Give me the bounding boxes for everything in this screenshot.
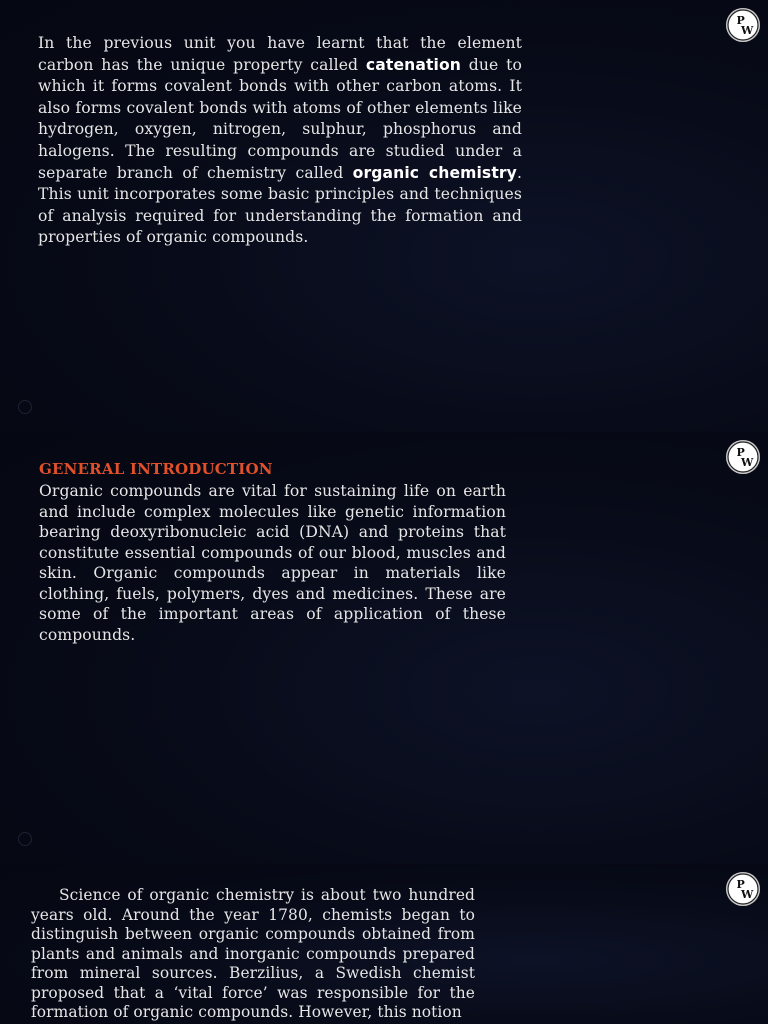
term-organic-chemistry: organic chemistry (352, 163, 517, 182)
intro-text-part-2: due to which it forms covalent bonds with other carbon atoms. It also forms covalent bonds with atoms of other elements like hydrogen, oxygen, nitrogen, sulphur, phosphorus and halogens. The resulting compounds are studied under a separate branch of chemistry called (38, 55, 522, 182)
svg-text:P: P (736, 446, 745, 459)
corner-decoration-icon (18, 832, 32, 846)
section-heading: GENERAL INTRODUCTION (39, 460, 273, 478)
intro-text-part-1: In the previous unit you have learnt that the element carbon has the unique property called (38, 34, 522, 74)
pw-logo-icon (726, 440, 760, 474)
svg-text:W: W (741, 888, 754, 901)
svg-text:W: W (741, 456, 754, 469)
intro-paragraph (38, 33, 522, 249)
term-catenation: catenation (365, 55, 461, 74)
pw-logo-icon (726, 872, 760, 906)
history-paragraph: Science of organic chemistry is about two hundred years old. Around the year 1780, chemists began to distinguish between organic compounds obtained from plants and animals and inorganic compounds prepared from mineral sources. Berzilius, a Swedish chemist proposed that a ‘vital force’ was responsible for the formation of organic compounds. However, this notion (31, 886, 475, 1021)
intro-text-part-3: . This unit incorporates some basic principles and techniques of analysis required for understanding the formation and properties of organic compounds. (38, 163, 522, 247)
corner-decoration-icon (18, 400, 32, 414)
slide-1 (0, 0, 768, 432)
svg-text:P: P (736, 14, 745, 27)
pw-logo-icon (726, 8, 760, 42)
slide-3 (0, 864, 768, 1024)
general-intro-paragraph: Organic compounds are vital for sustaining life on earth and include complex molecules like genetic information bearing deoxyribonucleic acid (DNA) and proteins that constitute essential compounds of our blood, muscles and skin. Organic compounds appear in materials like clothing, fuels, polymers, dyes and medicines. These are some of the important areas of application of these compounds. (39, 482, 506, 644)
svg-text:W: W (741, 24, 754, 37)
svg-text:P: P (736, 878, 745, 891)
slide-2 (0, 432, 768, 864)
